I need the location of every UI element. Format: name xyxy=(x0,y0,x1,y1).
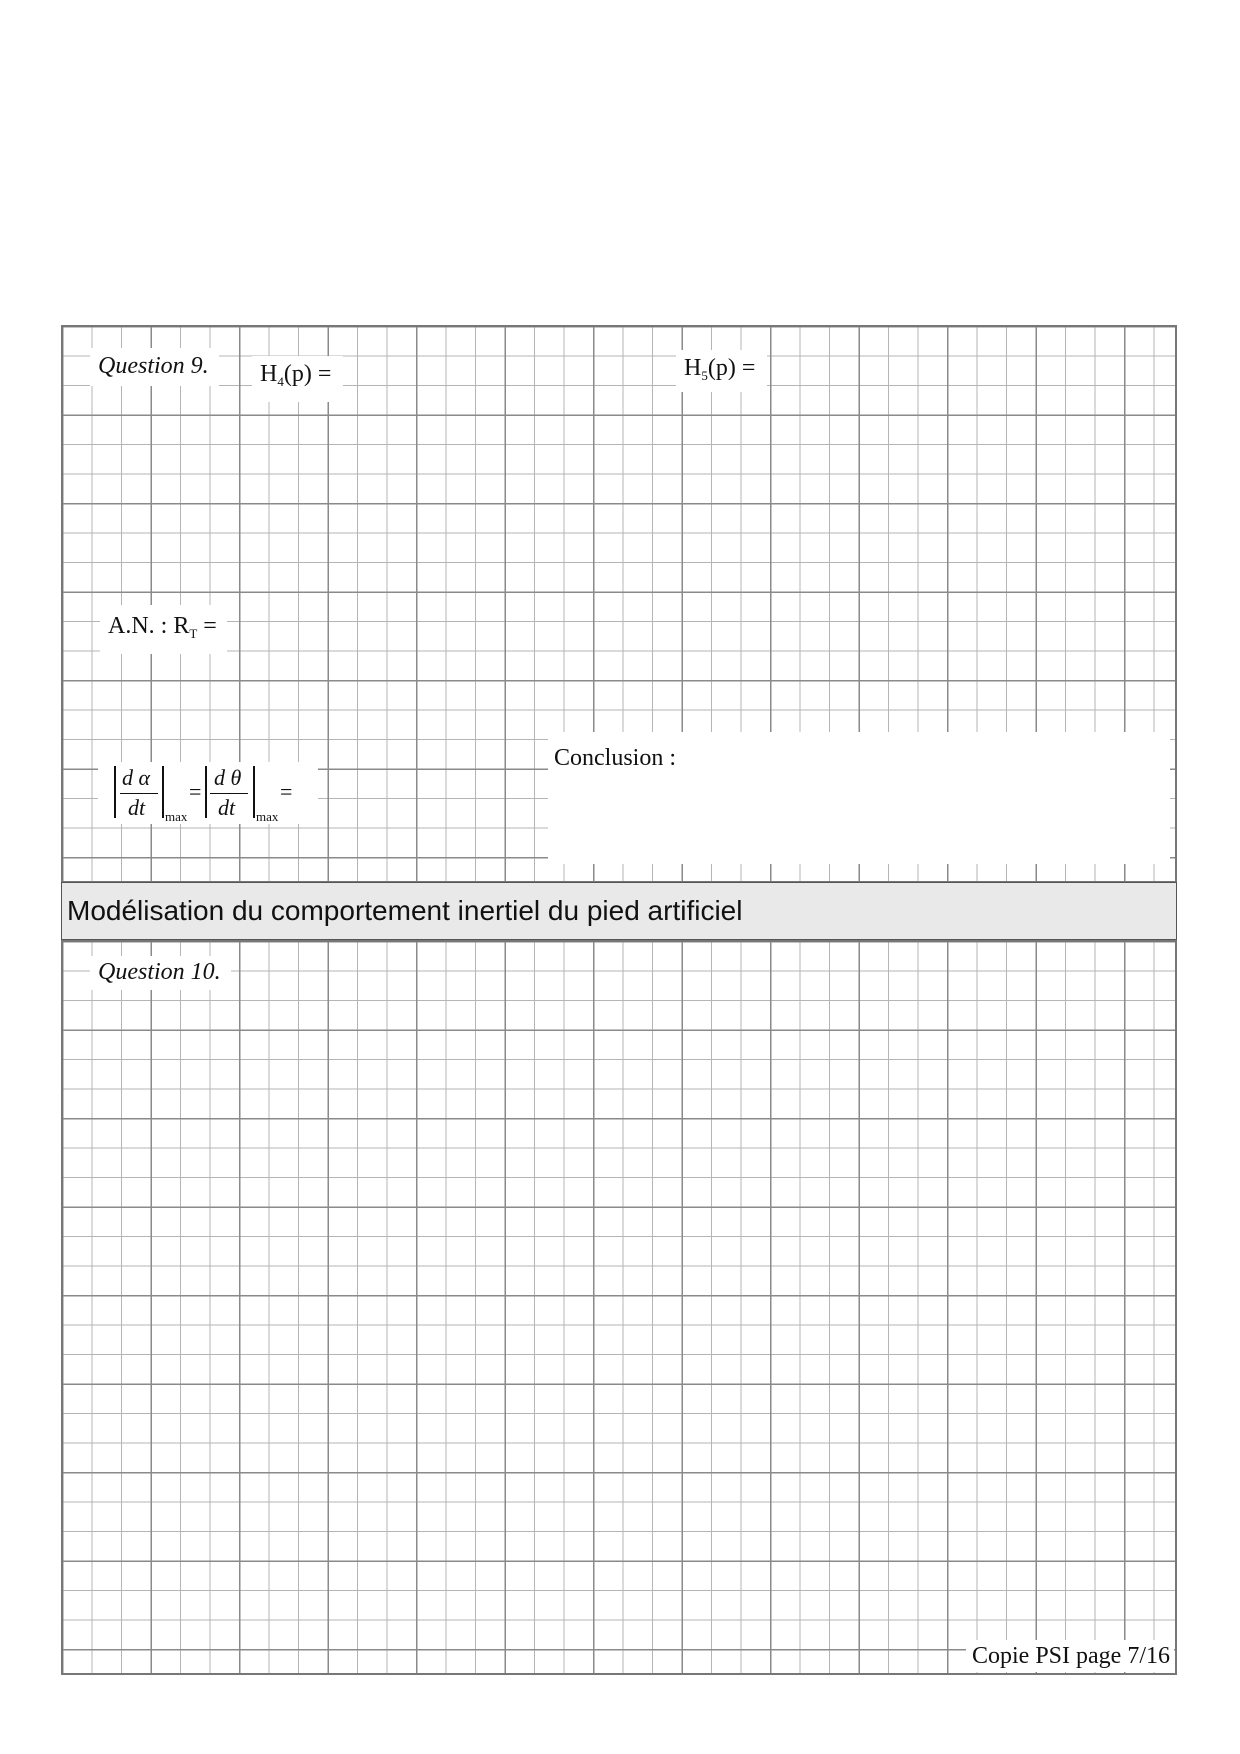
an-subscript: T xyxy=(189,626,198,641)
h5-subscript: 5 xyxy=(701,368,708,383)
conclusion-label: Conclusion : xyxy=(554,745,677,771)
equals-sign-1: = xyxy=(189,779,202,804)
denominator-dt-1: dt xyxy=(128,795,146,820)
h5-transfer-function-label xyxy=(676,350,767,392)
answer-grid-question-10[interactable] xyxy=(61,940,1177,1675)
abs-bar-left-2 xyxy=(205,766,207,818)
equals-sign-2: = xyxy=(280,779,293,804)
question-9-label: Question 9. xyxy=(90,348,219,386)
page-footer: Copie PSI page 7/16 xyxy=(966,1640,1174,1672)
denominator-dt-2: dt xyxy=(218,795,236,820)
h4-subscript: 4 xyxy=(277,374,284,389)
conclusion-answer-box[interactable] xyxy=(548,732,1170,864)
derivative-max-formula xyxy=(98,762,318,824)
h5-base: H xyxy=(684,355,702,381)
h4-transfer-function-label xyxy=(252,356,343,402)
an-prefix: A.N. : R xyxy=(108,613,190,639)
abs-bar-right-1 xyxy=(162,766,164,818)
numerator-d-alpha: d α xyxy=(122,765,151,790)
h5-rest: (p) = xyxy=(707,355,756,381)
h4-rest: (p) = xyxy=(283,361,332,387)
subscript-max-2: max xyxy=(256,809,279,824)
h4-base: H xyxy=(260,361,278,387)
subscript-max-1: max xyxy=(165,809,188,824)
numerical-application-rt-label xyxy=(100,605,227,654)
section-heading: Modélisation du comportement inertiel du pied artificiel xyxy=(61,882,1177,940)
abs-bar-right-2 xyxy=(253,766,255,818)
an-rest: = xyxy=(197,613,217,639)
numerator-d-theta: d θ xyxy=(214,765,242,790)
question-10-label: Question 10. xyxy=(90,956,231,990)
abs-bar-left-1 xyxy=(114,766,116,818)
